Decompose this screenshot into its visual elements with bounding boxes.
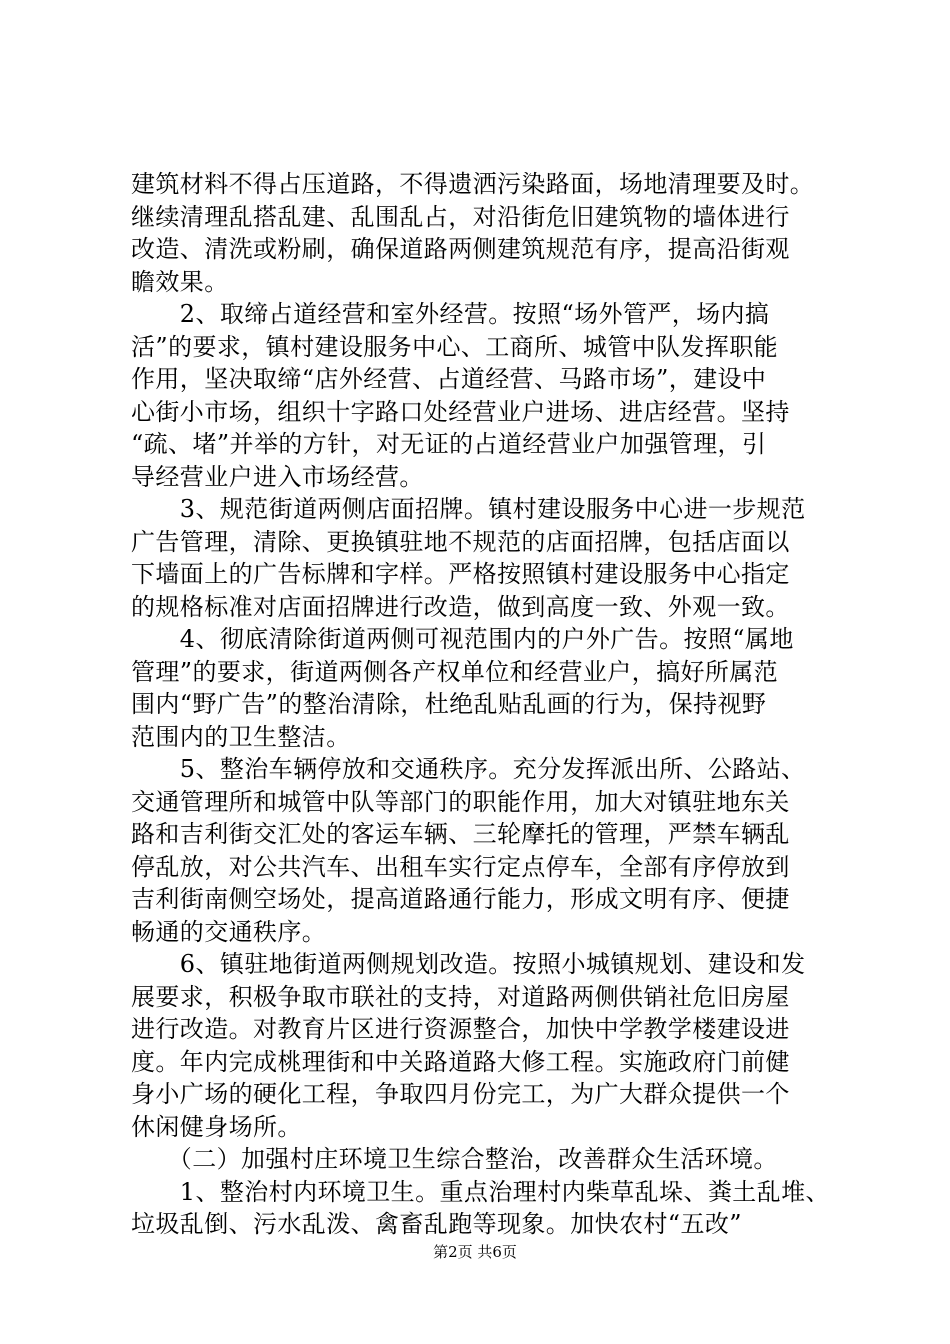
text-line: 吉利街南侧空场处，提高道路通行能力，形成文明有序、便捷 [131,885,790,913]
text-line: 围内“野广告”的整治清除，杜绝乱贴乱画的行为，保持视野 [131,690,767,718]
text-line: 交通管理所和城管中队等部门的职能作用，加大对镇驻地东关 [131,787,790,816]
text-line: 心街小市场，组织十字路口处经营业户进场、进店经营。坚持 [131,397,790,426]
text-line: 活”的要求，镇村建设服务中心、工商所、城管中队发挥职能 [131,332,779,361]
text-line: “疏、堵”并举的方针，对无证的占道经营业户加强管理，引 [131,430,767,458]
text-line: 作用，坚决取缔“店外经营、占道经营、马路市场”，建设中 [131,365,767,393]
page-footer: 第2页 共6页 [433,1243,517,1261]
text-line: 继续清理乱搭乱建、乱围乱占，对沿街危旧建筑物的墙体进行 [131,202,790,231]
text-line: 休闲健身场所。 [131,1112,302,1141]
text-line: 4、彻底清除街道两侧可视范围内的户外广告。按照“属地 [131,625,794,653]
text-line: 度。年内完成桃理街和中关路道路大修工程。实施政府门前健 [131,1047,790,1076]
text-line: 3、规范街道两侧店面招牌。镇村建设服务中心进一步规范 [131,495,806,523]
text-line: 畅通的交通秩序。 [131,917,327,946]
text-line: 停乱放，对公共汽车、出租车实行定点停车，全部有序停放到 [131,852,790,881]
text-line: 垃圾乱倒、污水乱泼、禽畜乱跑等现象。加快农村“五改” [131,1210,742,1238]
text-line: 改造、清洗或粉刷，确保道路两侧建筑规范有序，提高沿街观 [131,235,790,263]
text-line: 建筑材料不得占压道路，不得遗洒污染路面，场地清理要及时。 [131,170,815,198]
text-line: 6、镇驻地街道两侧规划改造。按照小城镇规划、建设和发 [131,950,806,978]
text-line: （二）加强村庄环境卫生综合整治，改善群众生活环境。 [131,1145,778,1173]
body-text [131,168,831,1241]
text-line: 5、整治车辆停放和交通秩序。充分发挥派出所、公路站、 [131,755,806,783]
text-line: 广告管理，清除、更换镇驻地不规范的店面招牌，包括店面以 [131,527,790,556]
text-line: 2、取缔占道经营和室外经营。按照“场外管严，场内搞 [131,300,770,328]
text-line: 进行改造。对教育片区进行资源整合，加快中学教学楼建设进 [131,1015,790,1043]
text-line: 展要求，积极争取市联社的支持，对道路两侧供销社危旧房屋 [131,982,790,1011]
text-line: 瞻效果。 [131,267,229,296]
text-line: 身小广场的硬化工程，争取四月份完工，为广大群众提供一个 [131,1080,790,1108]
text-line: 路和吉利街交汇处的客运车辆、三轮摩托的管理，严禁车辆乱 [131,820,790,848]
text-line: 下墙面上的广告标牌和字样。严格按照镇村建设服务中心指定 [131,560,790,588]
text-line: 范围内的卫生整洁。 [131,722,351,751]
text-line: 1、整治村内环境卫生。重点治理村内柴草乱垛、粪土乱堆、 [131,1177,830,1206]
text-line: 管理”的要求，街道两侧各产权单位和经营业户，搞好所属范 [131,657,779,686]
text-line: 的规格标准对店面招牌进行改造，做到高度一致、外观一致。 [131,592,790,621]
text-line: 导经营业户进入市场经营。 [131,462,424,491]
